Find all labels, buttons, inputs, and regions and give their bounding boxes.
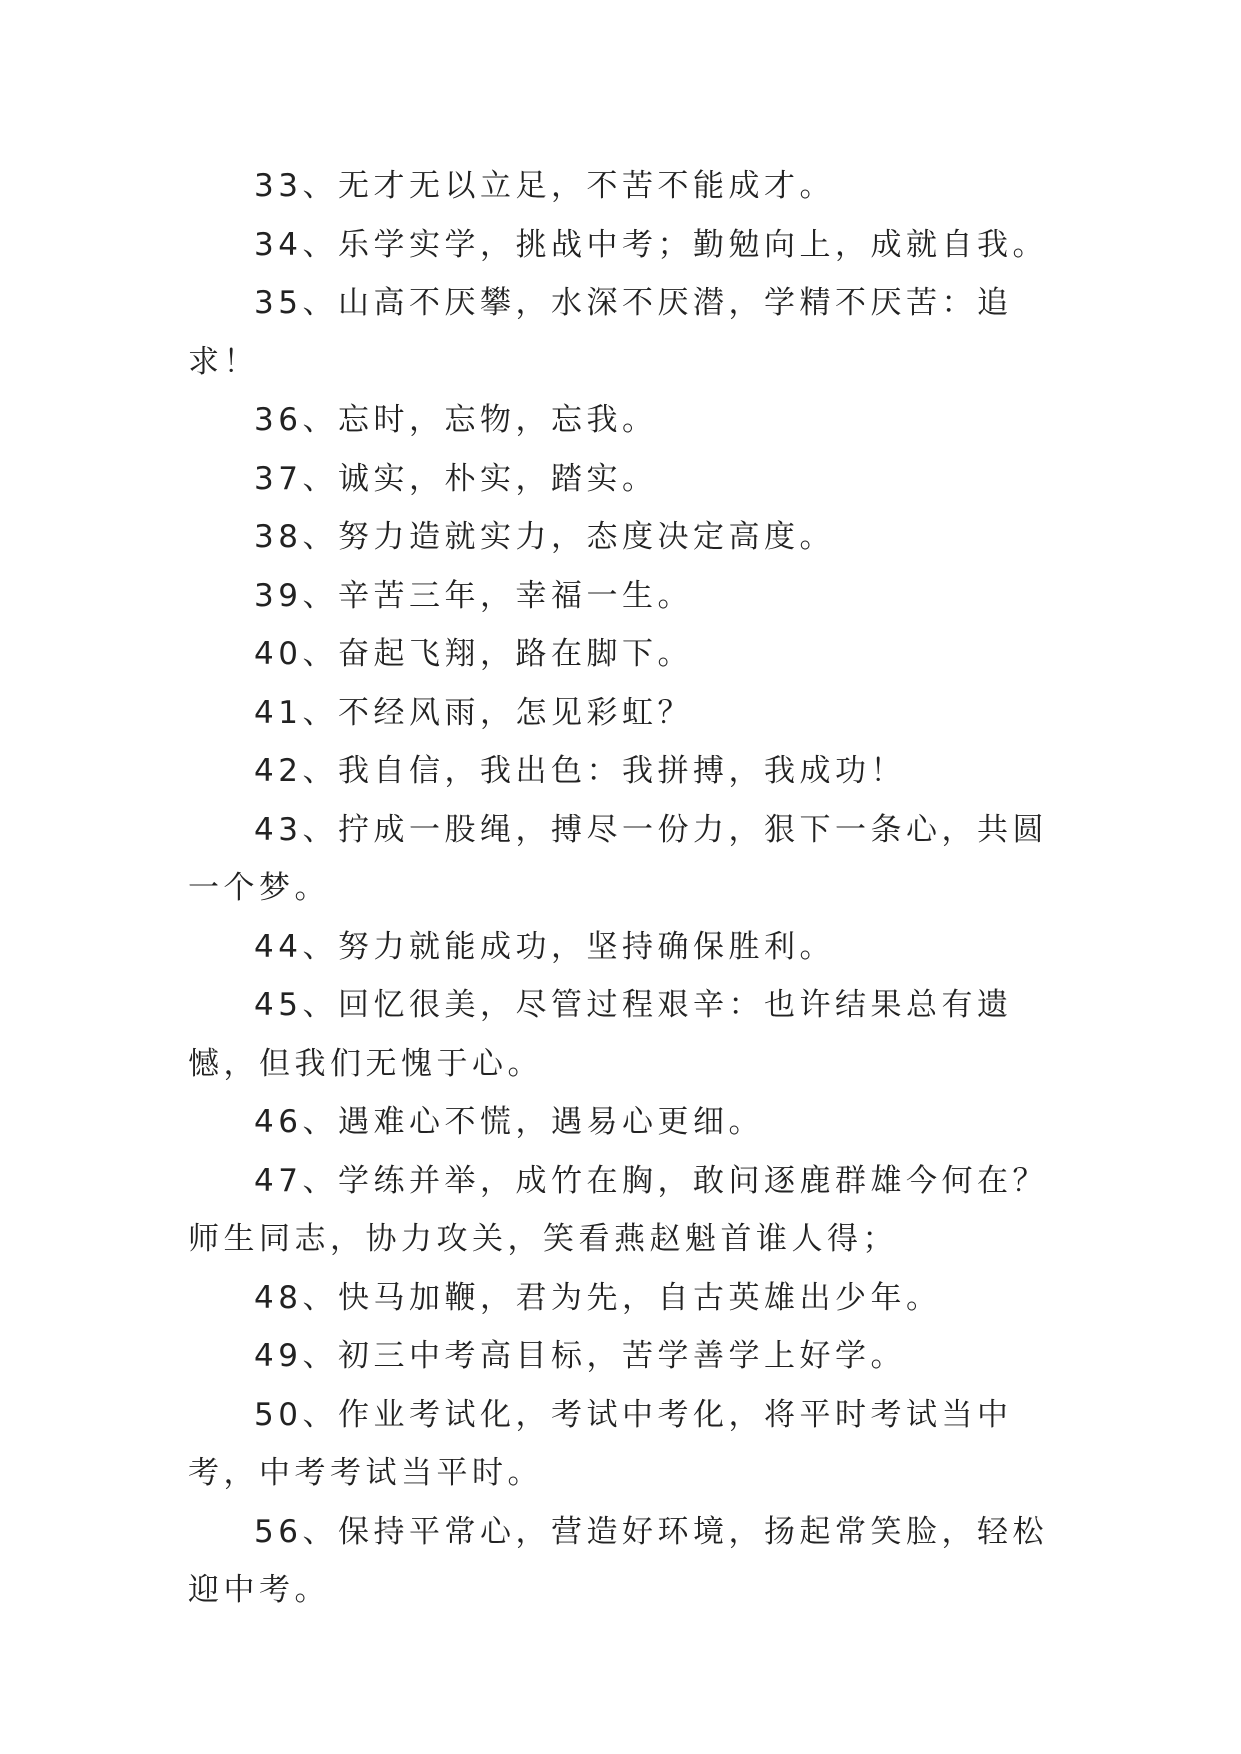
- slogan-item: 33、无才无以立足，不苦不能成才。: [254, 168, 835, 204]
- slogan-item: 37、诚实，朴实，踏实。: [254, 460, 658, 497]
- slogan-item: 39、辛苦三年，幸福一生。: [254, 577, 693, 614]
- slogan-item: 35、山高不厌攀，水深不厌潜，学精不厌苦：追求！: [188, 285, 1013, 380]
- slogan-item: 40、奋起飞翔，路在脚下。: [254, 636, 693, 672]
- document-body: [188, 157, 1058, 1620]
- slogan-item: 43、拧成一股绳，搏尽一份力，狠下一条心，共圆一个梦。: [188, 811, 1048, 906]
- slogan-item: 47、学练并举，成竹在胸，敢问逐鹿群雄今何在？师生同志，协力攻关，笑看燕赵魁首谁人得；: [188, 1162, 1048, 1257]
- slogan-item: 41、不经风雨，怎见彩虹？: [254, 694, 693, 731]
- slogan-item: 50、作业考试化，考试中考化，将平时考试当中考，中考考试当平时。: [188, 1396, 1013, 1491]
- slogan-item: 49、初三中考高目标，苦学善学上好学。: [254, 1338, 906, 1374]
- slogan-item: 38、努力造就实力，态度决定高度。: [254, 519, 835, 555]
- slogan-item: 48、快马加鞭，君为先，自古英雄出少年。: [254, 1279, 942, 1316]
- slogan-item: 34、乐学实学，挑战中考；勤勉向上，成就自我。: [254, 226, 1048, 263]
- slogan-item: 42、我自信，我出色：我拼搏，我成功！: [254, 753, 906, 789]
- slogan-item: 46、遇难心不慌，遇易心更细。: [254, 1104, 764, 1140]
- slogan-item: 44、努力就能成功，坚持确保胜利。: [254, 928, 835, 965]
- slogan-item: 36、忘时，忘物，忘我。: [254, 402, 658, 438]
- slogan-item: 45、回忆很美，尽管过程艰辛：也许结果总有遗憾，但我们无愧于心。: [188, 987, 1013, 1082]
- slogan-item: 56、保持平常心，营造好环境，扬起常笑脸，轻松迎中考。: [188, 1513, 1048, 1608]
